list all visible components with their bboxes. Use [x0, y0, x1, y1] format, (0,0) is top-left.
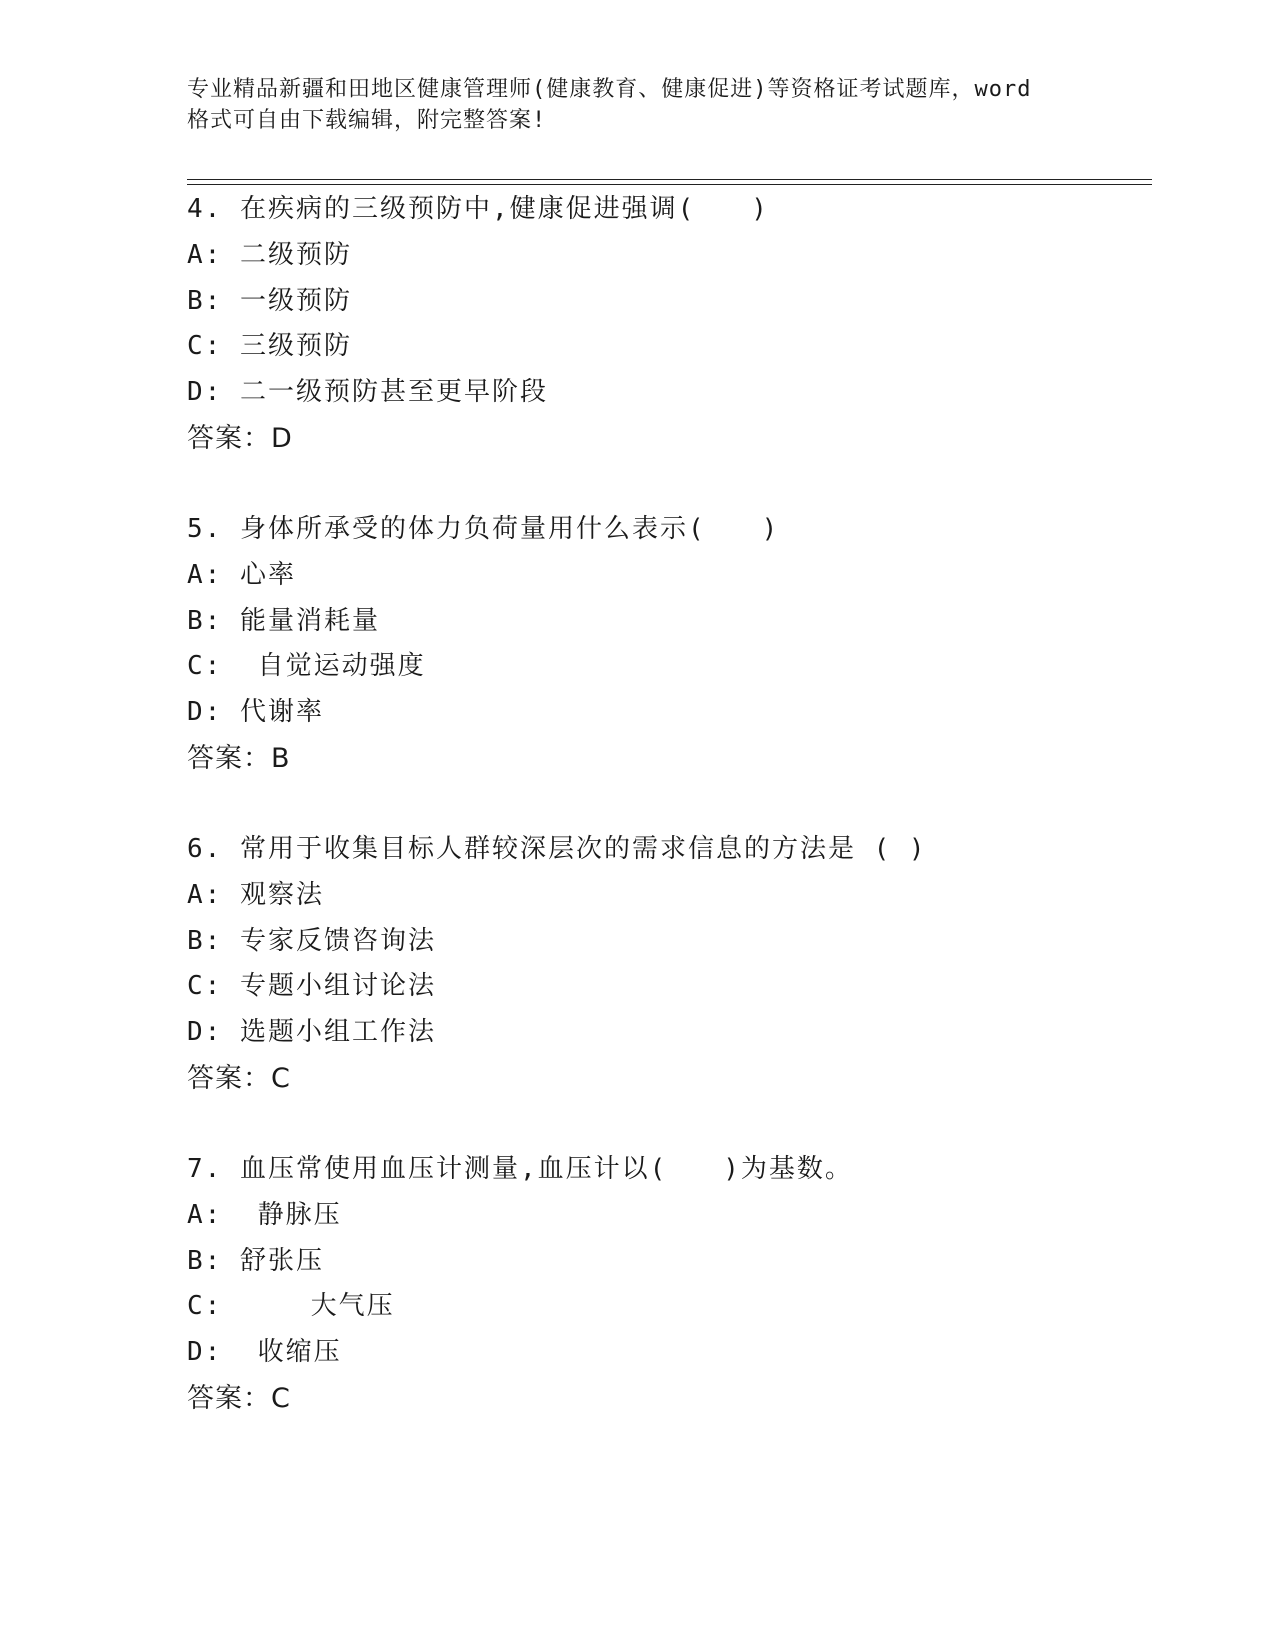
option-d: D: 收缩压 [187, 1337, 342, 1368]
option-d: D: 选题小组工作法 [187, 1017, 436, 1048]
answer: 答案：C [187, 1062, 291, 1094]
question-5 [187, 507, 1147, 782]
option-c: C: 专题小组讨论法 [187, 971, 436, 1002]
document-header [187, 74, 1087, 136]
header-divider-top [187, 179, 1152, 180]
question-stem: 5. 身体所承受的体力负荷量用什么表示( ) [187, 514, 780, 544]
answer: 答案：D [187, 422, 293, 454]
question-6 [187, 827, 1147, 1102]
option-a: A: 心率 [187, 559, 296, 590]
option-d: D: 代谢率 [187, 697, 324, 728]
answer: 答案：B [187, 742, 291, 774]
option-a: A: 静脉压 [187, 1199, 342, 1230]
option-c: C: 大气压 [187, 1291, 395, 1322]
option-b: B: 舒张压 [187, 1245, 324, 1276]
option-b: B: 能量消耗量 [187, 605, 380, 636]
answer: 答案：C [187, 1382, 291, 1414]
option-c: C: 三级预防 [187, 331, 352, 362]
option-b: B: 一级预防 [187, 285, 352, 316]
option-a: A: 二级预防 [187, 239, 352, 270]
header-line-2: 格式可自由下载编辑，附完整答案! [187, 108, 547, 133]
option-a: A: 观察法 [187, 879, 324, 910]
header-divider-bottom [187, 184, 1152, 185]
question-stem: 6. 常用于收集目标人群较深层次的需求信息的方法是 ( ) [187, 834, 927, 864]
question-stem: 7. 血压常使用血压计测量,血压计以( )为基数。 [187, 1154, 853, 1184]
header-line-1: 专业精品新疆和田地区健康管理师(健康教育、健康促进)等资格证考试题库，word [187, 77, 1032, 102]
option-b: B: 专家反馈咨询法 [187, 925, 436, 956]
option-d: D: 二一级预防甚至更早阶段 [187, 377, 548, 408]
question-4 [187, 187, 1147, 462]
question-7 [187, 1147, 1147, 1422]
option-c: C: 自觉运动强度 [187, 651, 426, 682]
question-stem: 4. 在疾病的三级预防中,健康促进强调( ) [187, 194, 769, 224]
